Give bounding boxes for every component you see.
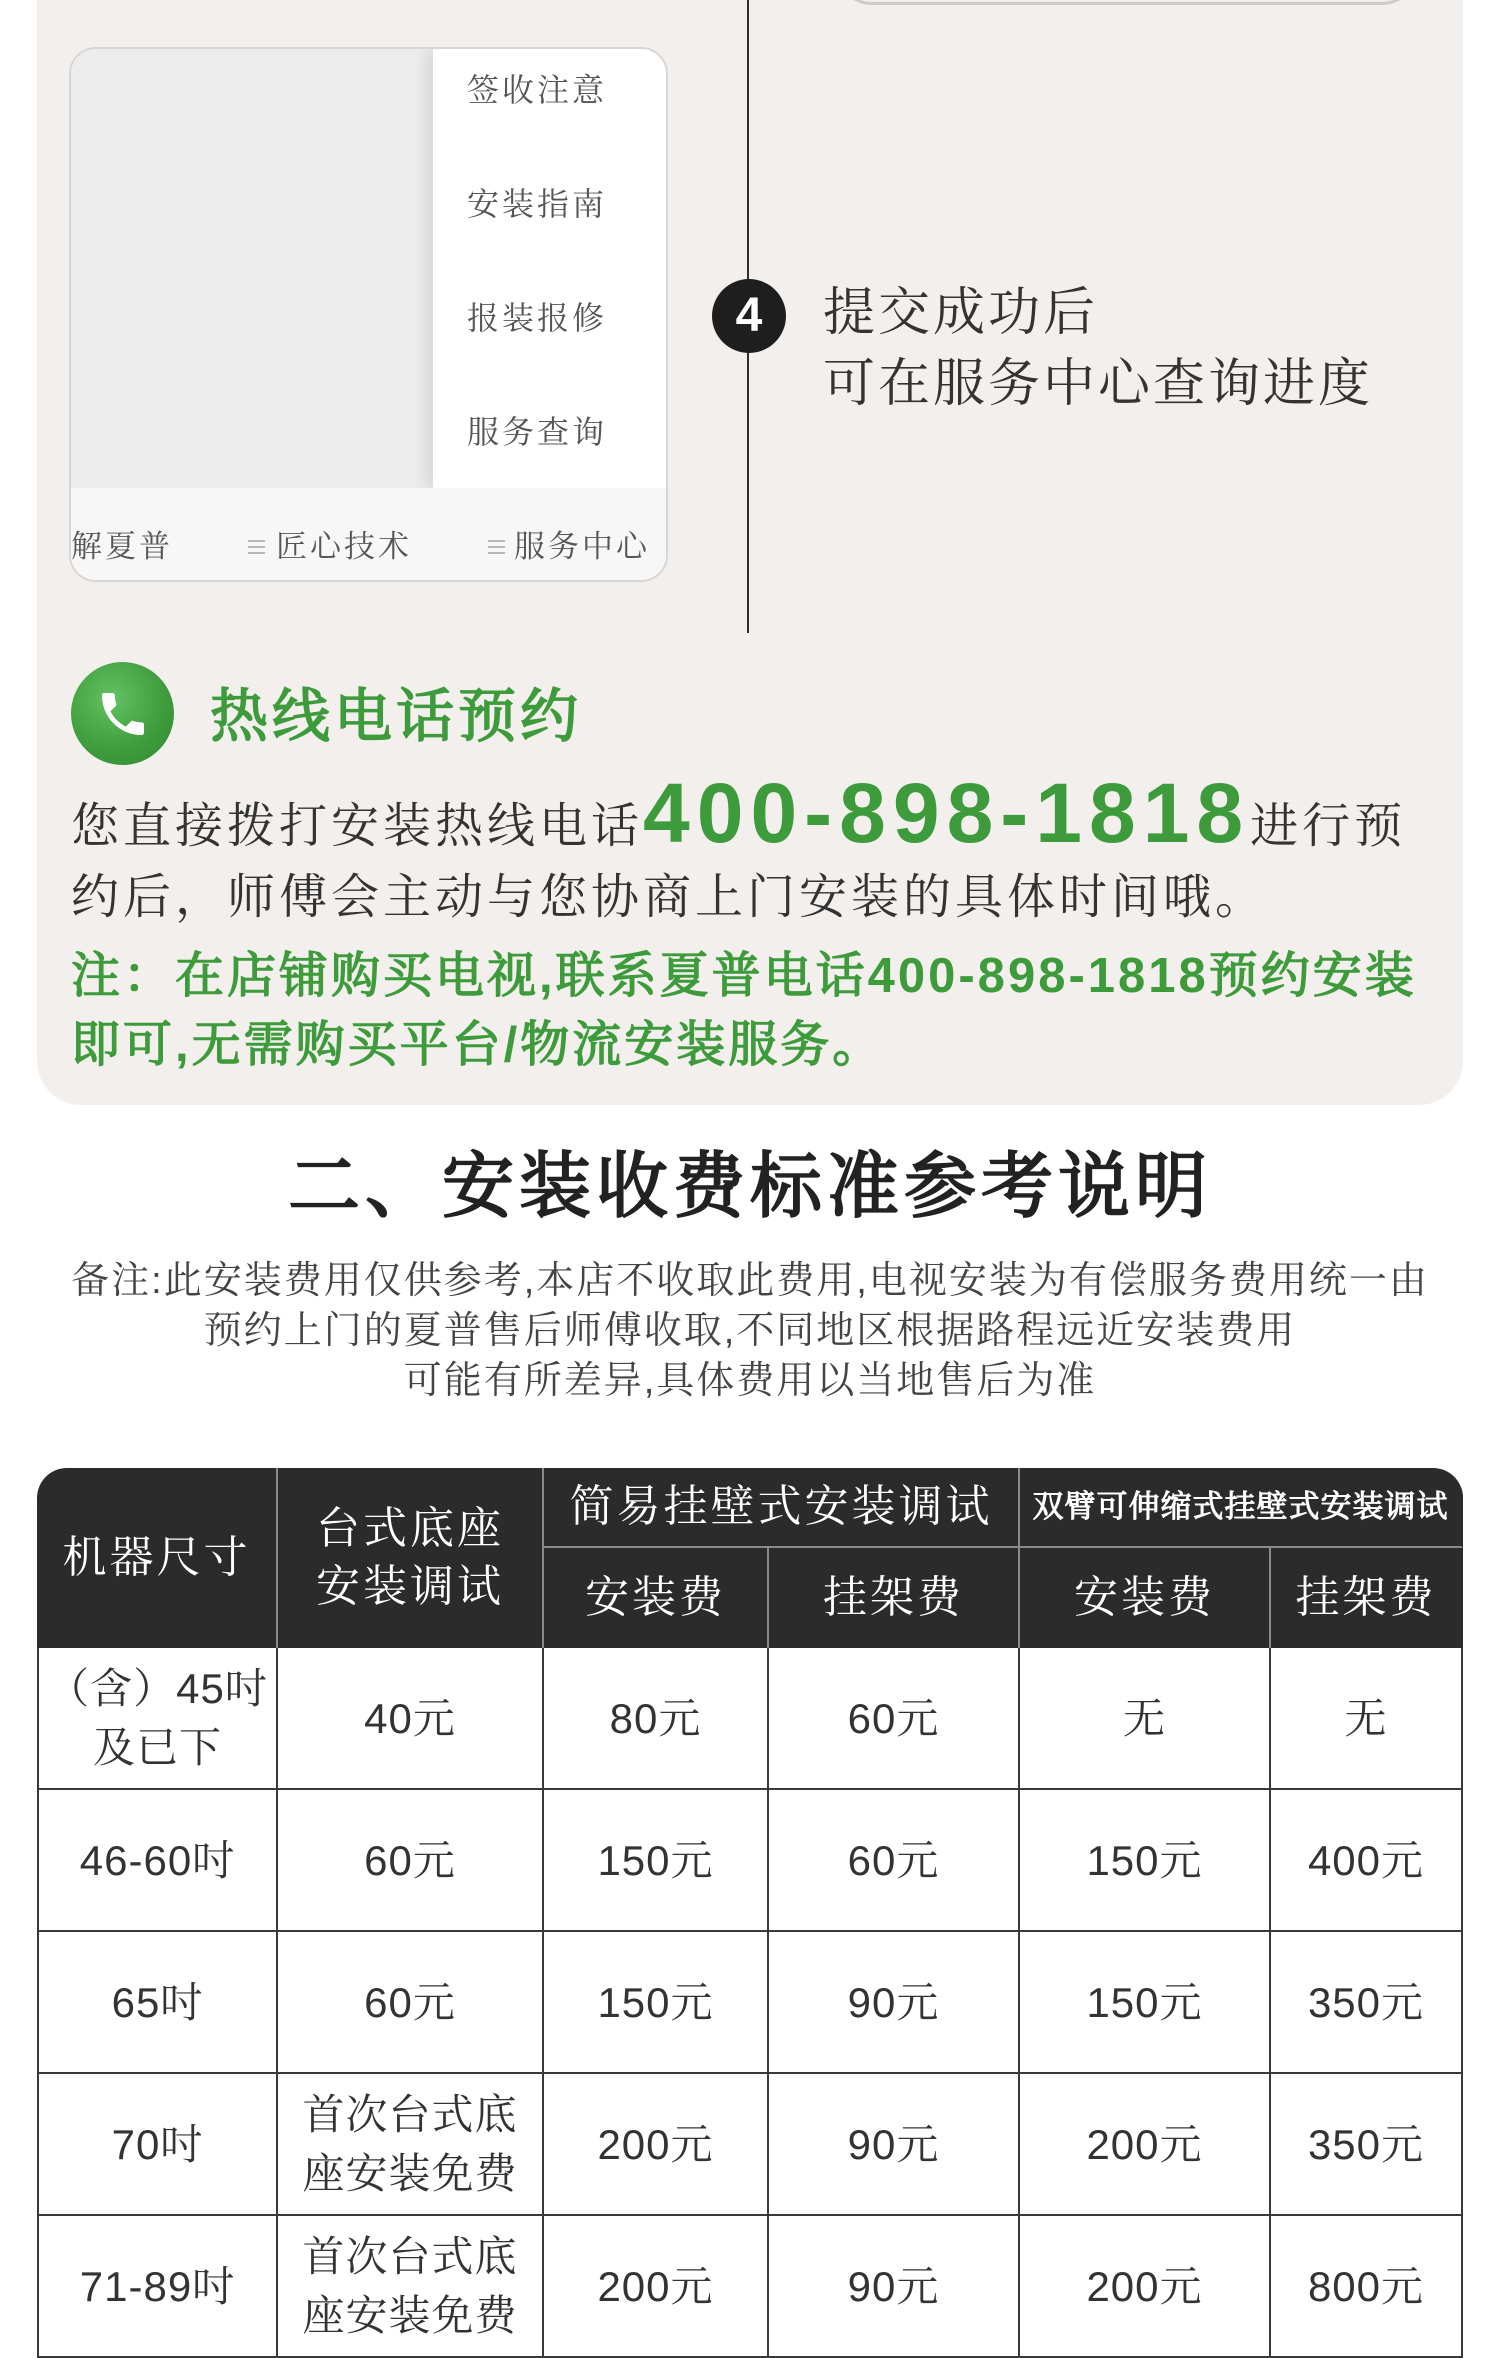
- phone-tab-bar: [71, 488, 666, 580]
- cell-desk-stand-text: 40元: [364, 1694, 456, 1742]
- table-row: [37, 2216, 1463, 2358]
- cell-telescopic-install-fee: 无: [1020, 1648, 1271, 1790]
- fees-heading: 二、安装收费标准参考说明: [287, 1147, 1212, 1227]
- cell-simple-mount-fee: 60元: [769, 1790, 1020, 1932]
- hotline-title: 热线电话预约: [210, 684, 583, 749]
- top-pill-outline: [835, 0, 1419, 5]
- hotline-text-before: 您直接拨打安装热线电话: [71, 800, 644, 853]
- col-header-desk-stand-label: 台式底座安装调试: [316, 1504, 504, 1611]
- cell-simple-install-fee: 200元: [544, 2074, 769, 2216]
- cell-simple-mount-fee: 90元: [769, 2216, 1020, 2358]
- col-header-size: 机器尺寸: [37, 1468, 278, 1648]
- fees-remark-line-3: 可能有所差异,具体费用以当地售后为准: [403, 1360, 1097, 1402]
- tab-craftsmanship: 匠心技术: [276, 529, 412, 564]
- hotline-phone-number: 400-898-1818: [643, 766, 1251, 860]
- fees-remark: [0, 1256, 1500, 1406]
- cell-size: [37, 1648, 278, 1790]
- fees-remark-line-1: 备注:此安装费用仅供参考,本店不收取此费用,电视安装为有偿服务费用统一由: [71, 1260, 1429, 1302]
- phone-mockup: [69, 47, 668, 582]
- group-header-simple-wall: 简易挂壁式安装调试: [544, 1468, 1020, 1548]
- cell-size: [37, 1790, 278, 1932]
- col-header-telescopic-install-fee: 安装费: [1020, 1548, 1271, 1648]
- cell-size-text: 65吋: [111, 1978, 204, 2026]
- fee-table: [37, 1468, 1463, 2358]
- cell-telescopic-mount-fee: 400元: [1271, 1790, 1463, 1932]
- table-row: [37, 1790, 1463, 1932]
- fees-remark-line-2: 预约上门的夏普售后师傅收取,不同地区根据路程远近安装费用: [203, 1310, 1297, 1352]
- cell-size-text: 46-60吋: [79, 1836, 236, 1884]
- cell-desk-stand-fee: [278, 1932, 544, 2074]
- hotline-note: 注：在店铺购买电视,联系夏普电话400-898-1818预约安装即可,无需购买平台/物流安装服务。: [71, 949, 1417, 1072]
- table-row: [37, 1932, 1463, 2074]
- cell-telescopic-install-fee: 150元: [1020, 1932, 1271, 2074]
- menu-icon: [248, 540, 265, 554]
- cell-desk-stand-fee: [278, 1790, 544, 1932]
- cell-simple-mount-fee: 90元: [769, 2074, 1020, 2216]
- cell-desk-stand-text: 首次台式底座安装免费: [302, 2091, 518, 2197]
- col-header-simple-install-fee: 安装费: [544, 1548, 769, 1648]
- cell-desk-stand-fee: [278, 2216, 544, 2358]
- cell-desk-stand-text: 60元: [364, 1836, 456, 1884]
- cell-telescopic-install-fee: 150元: [1020, 1790, 1271, 1932]
- tab-about-sharp: 解夏普: [71, 529, 173, 564]
- cell-telescopic-install-fee: 200元: [1020, 2074, 1271, 2216]
- cell-size: [37, 2074, 278, 2216]
- col-header-desk-stand: [278, 1468, 544, 1648]
- cell-simple-install-fee: 150元: [544, 1932, 769, 2074]
- cell-size-text: 71-89吋: [79, 2262, 236, 2310]
- table-row: [37, 1648, 1463, 1790]
- hotline-text-after: 进行预约后，师傅会主动与您协商上门安装的具体时间哦。: [71, 800, 1407, 924]
- cell-simple-mount-fee: 90元: [769, 1932, 1020, 2074]
- install-guide-card: [37, 0, 1463, 1105]
- col-header-simple-mount-fee: 挂架费: [769, 1548, 1020, 1648]
- cell-telescopic-mount-fee: 350元: [1271, 2074, 1463, 2216]
- cell-desk-stand-text: 首次台式底座安装免费: [302, 2233, 518, 2339]
- menu-item-service-query: 服务查询: [467, 414, 608, 450]
- table-row: [37, 2074, 1463, 2216]
- menu-item-sign-notice: 签收注意: [467, 72, 608, 108]
- col-header-telescopic-mount-fee: 挂架费: [1271, 1548, 1463, 1648]
- cell-desk-stand-fee: [278, 1648, 544, 1790]
- cell-telescopic-mount-fee: 无: [1271, 1648, 1463, 1790]
- cell-simple-install-fee: 200元: [544, 2216, 769, 2358]
- service-menu-list: [433, 49, 666, 488]
- service-menu-panel: [433, 49, 666, 488]
- step-description: [823, 278, 1373, 420]
- hotline-description: [71, 766, 1431, 933]
- cell-telescopic-install-fee: 200元: [1020, 2216, 1271, 2358]
- tab-service-center: 服务中心: [514, 529, 650, 564]
- cell-telescopic-mount-fee: 800元: [1271, 2216, 1463, 2358]
- menu-icon: [488, 540, 505, 554]
- cell-size: [37, 2216, 278, 2358]
- menu-item-report-repair: 报装报修: [467, 300, 608, 336]
- cell-desk-stand-text: 60元: [364, 1978, 456, 2026]
- phone-icon: [71, 662, 174, 765]
- step-number-badge: 4: [712, 279, 786, 353]
- cell-telescopic-mount-fee: 350元: [1271, 1932, 1463, 2074]
- step-line-2: 可在服务中心查询进度: [823, 355, 1374, 413]
- menu-item-install-guide: 安装指南: [467, 186, 608, 222]
- cell-size: [37, 1932, 278, 2074]
- cell-simple-install-fee: 80元: [544, 1648, 769, 1790]
- cell-size-text: 70吋: [111, 2120, 204, 2168]
- cell-size-text: （含）45吋及已下: [47, 1665, 268, 1771]
- cell-simple-mount-fee: 60元: [769, 1648, 1020, 1790]
- group-header-telescopic-wall: 双臂可伸缩式挂壁式安装调试: [1020, 1468, 1463, 1548]
- cell-desk-stand-fee: [278, 2074, 544, 2216]
- cell-simple-install-fee: 150元: [544, 1790, 769, 1932]
- step-line-1: 提交成功后: [823, 284, 1099, 342]
